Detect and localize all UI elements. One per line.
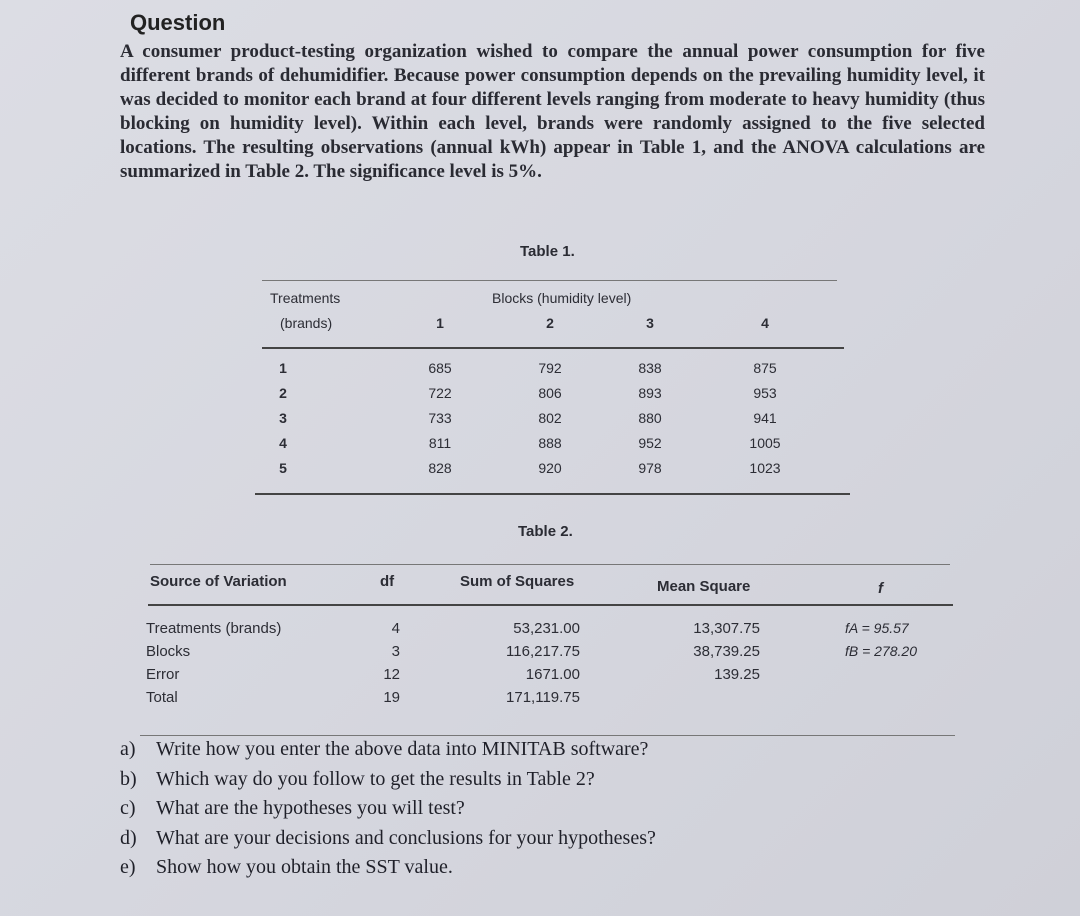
table2-ms-cell: 139.25: [714, 666, 760, 683]
question-text: A consumer product-testing organization wished to compare the annual power consumption for five different brands of dehumidifier. Because power consumption depends on the prevailing humidity level, it was decided to monitor each brand at four different levels ranging from moderate to heavy humidity (thus blocking on humidity level). Within each level, brands were randomly assigned to the five selected locations. The resulting observations (annual kWh) appear in Table 1, and the ANOVA calculations are summarized in Table 2. The significance level is 5%.: [120, 41, 985, 182]
question-item: [120, 794, 940, 824]
table2-ss-cell: 116,217.75: [506, 643, 580, 660]
table1-value-cell: 875: [753, 360, 777, 376]
question-item-label: c): [120, 797, 136, 819]
table1-bottom-rule: [255, 493, 850, 495]
table1-value-cell: 722: [428, 385, 452, 401]
table1-caption: Table 1.: [520, 243, 575, 260]
question-item-text: Write how you enter the above data into MINITAB software?: [156, 738, 649, 760]
table2-df-cell: 4: [391, 620, 400, 637]
table2-source-cell: Blocks: [146, 643, 191, 660]
table1-value-cell: 952: [638, 435, 662, 451]
table2-df-cell: 19: [383, 689, 400, 706]
table2-ss-cell: 53,231.00: [513, 620, 580, 637]
table1-value-cell: 1023: [749, 460, 781, 476]
question-item-text: Show how you obtain the SST value.: [156, 856, 453, 878]
table2-source-cell: Total: [146, 689, 178, 706]
table1-block-col-3: 3: [646, 315, 654, 331]
table1-treatments-header: Treatments: [270, 290, 341, 306]
question-item-text: Which way do you follow to get the results in Table 2?: [156, 767, 595, 790]
table2-ss-cell: 171,119.75: [506, 689, 580, 706]
table2-ss-cell: 1671.00: [525, 666, 580, 683]
question-item-label: d): [120, 826, 137, 849]
table2-f-header: f: [878, 580, 883, 597]
table2-f-cell: fA = 95.57: [845, 620, 909, 636]
table2-df-cell: 12: [383, 666, 400, 683]
question-item-label: e): [120, 856, 136, 878]
table1-value-cell: 685: [428, 360, 452, 376]
table2-ms-cell: 38,739.25: [693, 643, 760, 660]
table2-source-cell: Treatments (brands): [146, 620, 282, 637]
table1-value-cell: 802: [538, 410, 562, 426]
question-item: [120, 735, 940, 765]
table2-df-header: df: [380, 573, 395, 590]
table2-df-cell: 3: [391, 643, 400, 660]
table2-top-rule: [150, 564, 950, 565]
table1-brands-header: (brands): [280, 315, 333, 331]
table2-source-cell: Error: [146, 666, 180, 683]
table1-value-cell: 828: [428, 460, 452, 476]
table1-value-cell: 953: [753, 385, 777, 401]
table1-brand-cell: 4: [279, 435, 287, 451]
table1-value-cell: 1005: [749, 435, 781, 451]
table1-value-cell: 978: [638, 460, 662, 476]
question-item-label: a): [120, 738, 136, 760]
table1-block-col-2: 2: [546, 315, 554, 331]
table1-block-col-1: 1: [436, 315, 444, 331]
table1-value-cell: 806: [538, 385, 562, 401]
question-item-label: b): [120, 767, 137, 790]
table1-value-cell: 811: [428, 435, 452, 451]
table1-blocks-header: Blocks (humidity level): [492, 290, 632, 306]
table2-ms-cell: 13,307.75: [693, 620, 760, 637]
question-item-text: What are your decisions and conclusions for your hypotheses?: [156, 826, 656, 849]
table1-top-rule: [262, 280, 837, 281]
questions-list: [120, 735, 940, 883]
table1-brand-cell: 1: [279, 360, 287, 376]
table1-value-cell: 792: [538, 360, 562, 376]
table1-header-rule: [262, 347, 844, 349]
table2-header-rule: [148, 604, 953, 606]
question-item: [120, 824, 940, 854]
table1-value-cell: 733: [428, 410, 452, 426]
question-item: [120, 853, 940, 883]
table1-value-cell: 888: [538, 435, 562, 451]
table1-value-cell: 941: [753, 410, 777, 426]
question-item-text: What are the hypotheses you will test?: [156, 797, 465, 819]
table1-brand-cell: 2: [279, 385, 287, 401]
table2-ms-header: Mean Square: [657, 578, 751, 595]
table1-brand-cell: 3: [279, 410, 287, 426]
question-item: [120, 765, 940, 795]
table1-brand-cell: 5: [279, 460, 287, 476]
table1-value-cell: 880: [638, 410, 662, 426]
table1-value-cell: 893: [638, 385, 662, 401]
table2-f-cell: fB = 278.20: [845, 643, 918, 659]
table2-ss-header: Sum of Squares: [460, 573, 575, 590]
table1-block-col-4: 4: [761, 315, 769, 331]
question-heading: Question: [130, 10, 226, 35]
table1-value-cell: 920: [538, 460, 562, 476]
table2-source-header: Source of Variation: [150, 573, 287, 590]
table2-caption: Table 2.: [518, 523, 573, 540]
table1-value-cell: 838: [638, 360, 662, 376]
